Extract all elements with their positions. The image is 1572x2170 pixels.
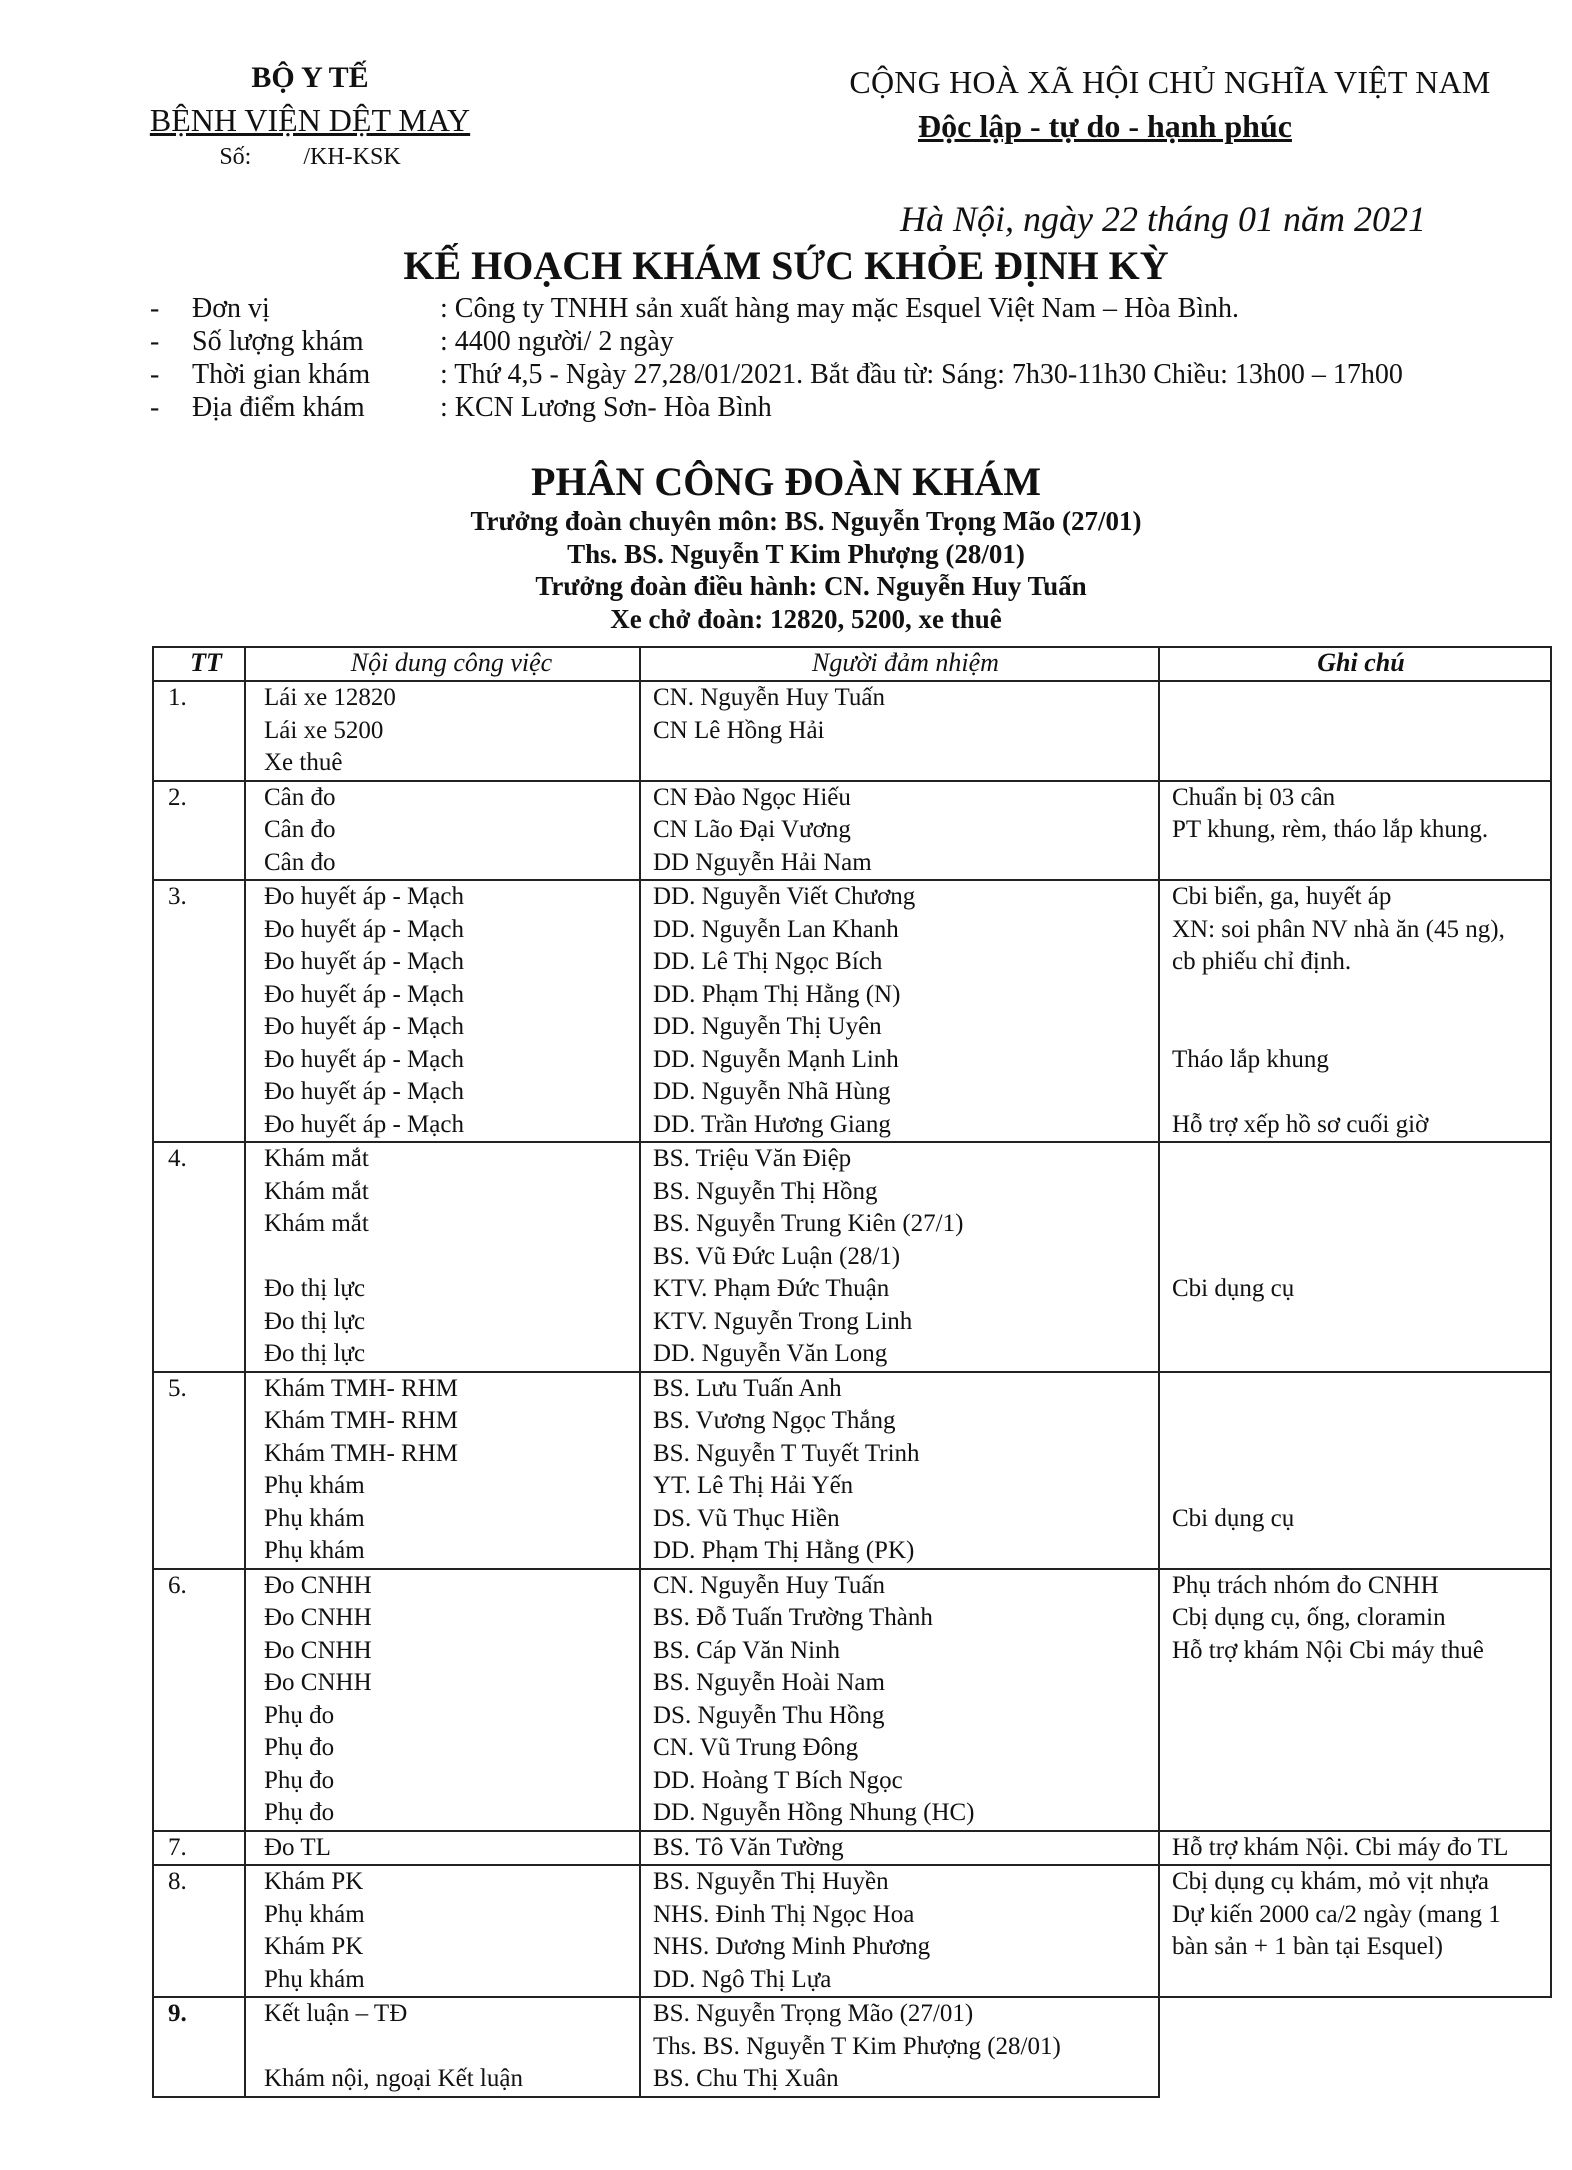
person-cell xyxy=(640,781,1159,881)
note-line: cb phiếu chỉ định. xyxy=(1172,948,1352,975)
number-label: Số: xyxy=(219,144,252,170)
task-line: Lái xe 12820 xyxy=(264,684,396,711)
task-line: Đo huyết áp - Mạch xyxy=(264,1110,464,1138)
person-line: BS. Nguyễn Trọng Mão (27/01) xyxy=(653,2000,974,2027)
professional-leader-day2: Ths. BS. Nguyễn T Kim Phượng (28/01) xyxy=(567,538,1025,569)
note-line xyxy=(1172,1438,1550,1471)
operations-leader: Trưởng đoàn điều hành: CN. Nguyễn Huy Tuấn xyxy=(535,571,1087,601)
task-line: Khám TMH- RHM xyxy=(264,1374,458,1402)
note-line xyxy=(1172,2063,1551,2096)
person-line: DD. Nguyễn Lan Khanh xyxy=(653,915,899,943)
national-header xyxy=(820,60,1520,148)
person-line: CN. Vũ Trung Đông xyxy=(653,1734,859,1761)
note-line xyxy=(1172,979,1550,1012)
person-line: DD. Nguyễn Văn Long xyxy=(653,1340,888,1367)
person-line: CN Lê Hồng Hải xyxy=(653,716,825,744)
task-line: Đo CNHH xyxy=(264,1571,372,1599)
note-line xyxy=(1172,715,1550,748)
task-cell xyxy=(245,681,640,781)
table-row xyxy=(153,1142,1551,1372)
ministry-name: BỘ Y TẾ xyxy=(251,61,369,94)
person-cell xyxy=(640,1997,1159,2097)
task-line: Phụ đo xyxy=(264,1734,335,1761)
task-line: Đo huyết áp - Mạch xyxy=(264,1013,464,1040)
person-line: BS. Chu Thị Xuân xyxy=(653,2065,839,2092)
task-line: Khám PK xyxy=(264,1933,364,1960)
row-number: 4. xyxy=(168,1145,187,1172)
person-line: DD. Phạm Thị Hằng (PK) xyxy=(653,1537,915,1564)
header-tt: TT xyxy=(153,647,245,681)
person-cell xyxy=(640,1372,1159,1569)
task-line xyxy=(264,1241,639,1274)
person-cell xyxy=(640,681,1159,781)
table-row xyxy=(153,1831,1551,1866)
person-line: DD. Lê Thị Ngọc Bích xyxy=(653,948,883,975)
task-line: Đo huyết áp - Mạch xyxy=(264,1045,464,1073)
person-line: DS. Vũ Thục Hiền xyxy=(653,1504,840,1532)
row-number-cell xyxy=(153,1372,245,1569)
header-note: Ghi chú xyxy=(1159,647,1551,681)
note-line: Cbi biển, ga, huyết áp xyxy=(1172,883,1392,910)
note-line: PT khung, rèm, tháo lắp khung. xyxy=(1172,816,1489,843)
task-line: Đo CNHH xyxy=(264,1604,372,1631)
info-value: : Công ty TNHH sản xuất hàng may mặc Esquel Việt Nam – Hòa Bình. xyxy=(440,293,1240,324)
note-line xyxy=(1172,1011,1550,1044)
document-title: KẾ HOẠCH KHÁM SỨC KHỎE ĐỊNH KỲ xyxy=(403,243,1169,288)
note-line: Hỗ trợ khám Nội Cbi máy thuê xyxy=(1172,1636,1484,1664)
task-line: Xe thuê xyxy=(264,749,343,776)
person-line: DD. Nguyễn Nhã Hùng xyxy=(653,1078,891,1105)
assignment-table xyxy=(152,646,1552,2098)
task-line: Khám TMH- RHM xyxy=(264,1407,458,1434)
note-line xyxy=(1172,1765,1550,1798)
task-line: Đo TL xyxy=(264,1833,331,1861)
task-cell xyxy=(245,781,640,881)
note-line xyxy=(1172,1405,1550,1438)
table-row xyxy=(153,781,1551,881)
row-number-cell xyxy=(153,681,245,781)
note-line xyxy=(1172,1667,1550,1700)
row-number: 5. xyxy=(168,1374,187,1402)
person-line: DD. Nguyễn Thị Uyên xyxy=(653,1013,882,1040)
person-line: BS. Tô Văn Tường xyxy=(653,1833,844,1861)
person-line: BS. Nguyễn Trung Kiên (27/1) xyxy=(653,1210,964,1237)
task-line: Đo huyết áp - Mạch xyxy=(264,915,464,943)
table-row xyxy=(153,1569,1551,1831)
task-line xyxy=(264,2031,639,2064)
note-line: Hỗ trợ khám Nội. Cbi máy đo TL xyxy=(1172,1833,1509,1861)
person-line: YT. Lê Thị Hải Yến xyxy=(653,1472,854,1499)
note-line: Phụ trách nhóm đo CNHH xyxy=(1172,1571,1439,1599)
note-line xyxy=(1172,2031,1551,2064)
task-line: Phụ khám xyxy=(264,1537,365,1564)
person-line: Ths. BS. Nguyễn T Kim Phượng (28/01) xyxy=(653,2032,1061,2060)
task-line: Đo huyết áp - Mạch xyxy=(264,948,464,975)
person-line: DD. Nguyễn Viết Chương xyxy=(653,883,916,910)
header-person: Người đảm nhiệm xyxy=(640,647,1159,681)
note-cell xyxy=(1159,1865,1551,1997)
note-line xyxy=(1172,682,1550,715)
task-line: Khám nội, ngoại Kết luận xyxy=(264,2065,523,2092)
row-number-cell xyxy=(153,1569,245,1831)
person-line: DD. Trần Hương Giang xyxy=(653,1110,891,1138)
person-cell xyxy=(640,880,1159,1142)
note-line: Chuẩn bị 03 cân xyxy=(1172,783,1336,811)
person-line: BS. Nguyễn T Tuyết Trinh xyxy=(653,1439,920,1467)
task-line: Phụ khám xyxy=(264,1504,365,1532)
row-number-cell xyxy=(153,1997,245,2097)
note-cell xyxy=(1159,681,1551,781)
task-line: Khám PK xyxy=(264,1868,364,1895)
task-line: Khám mắt xyxy=(264,1177,369,1205)
table-row xyxy=(153,1372,1551,1569)
table-row xyxy=(153,681,1551,781)
note-line: bàn sản + 1 bàn tại Esquel) xyxy=(1172,1933,1443,1960)
task-line: Khám mắt xyxy=(264,1145,369,1172)
info-bullet: - xyxy=(150,392,160,423)
row-number-cell xyxy=(153,1865,245,1997)
info-row xyxy=(150,325,1403,358)
person-line: BS. Vũ Đức Luận (28/1) xyxy=(653,1242,901,1270)
row-number: 7. xyxy=(168,1833,187,1861)
person-line: NHS. Đinh Thị Ngọc Hoa xyxy=(653,1900,915,1928)
person-line: DS. Nguyễn Thu Hồng xyxy=(653,1701,885,1729)
person-cell xyxy=(640,1831,1159,1866)
note-line xyxy=(1172,1176,1550,1209)
note-line: Cbị dụng cụ khám, mỏ vịt nhựa xyxy=(1172,1868,1489,1895)
note-line xyxy=(1172,1143,1550,1176)
row-number: 8. xyxy=(168,1868,187,1895)
info-value: : 4400 người/ 2 ngày xyxy=(440,326,674,357)
task-cell xyxy=(245,1569,640,1831)
note-line: XN: soi phân NV nhà ăn (45 ng), xyxy=(1172,915,1505,943)
note-line: Dự kiến 2000 ca/2 ngày (mang 1 xyxy=(1172,1900,1501,1928)
national-motto: Độc lập - tự do - hạnh phúc xyxy=(918,108,1292,144)
person-line: DD Nguyễn Hải Nam xyxy=(653,848,872,876)
person-line: BS. Nguyễn Thị Hồng xyxy=(653,1177,878,1205)
table-header-row xyxy=(153,647,1551,681)
row-number: 2. xyxy=(168,783,187,811)
note-cell xyxy=(1159,1997,1551,2097)
note-line xyxy=(1172,1241,1550,1274)
person-line: BS. Lưu Tuấn Anh xyxy=(653,1374,842,1402)
team-leaders xyxy=(0,505,1572,635)
person-line: BS. Nguyễn Thị Huyền xyxy=(653,1868,889,1895)
info-label: Thời gian khám xyxy=(192,359,371,390)
task-line: Đo huyết áp - Mạch xyxy=(264,1078,464,1105)
person-line: DD. Hoàng T Bích Ngọc xyxy=(653,1766,903,1794)
hospital-name: BỆNH VIỆN DỆT MAY xyxy=(149,102,471,138)
team-vehicles: Xe chở đoàn: 12820, 5200, xe thuê xyxy=(610,603,1002,634)
task-line: Đo huyết áp - Mạch xyxy=(264,883,464,910)
person-line: BS. Cáp Văn Ninh xyxy=(653,1636,841,1664)
note-line: Hỗ trợ xếp hồ sơ cuối giờ xyxy=(1172,1110,1429,1138)
table-row xyxy=(153,1997,1551,2097)
person-line: KTV. Nguyễn Trong Linh xyxy=(653,1307,913,1335)
task-cell xyxy=(245,1142,640,1372)
person-line: CN. Nguyễn Huy Tuấn xyxy=(653,684,885,711)
task-line: Đo CNHH xyxy=(264,1669,372,1696)
task-line: Lái xe 5200 xyxy=(264,716,384,744)
note-cell xyxy=(1159,1569,1551,1831)
note-cell xyxy=(1159,1142,1551,1372)
note-line xyxy=(1172,1208,1550,1241)
task-line: Phụ khám xyxy=(264,1900,365,1928)
task-cell xyxy=(245,880,640,1142)
person-line: BS. Triệu Văn Điệp xyxy=(653,1145,852,1172)
person-line: NHS. Dương Minh Phương xyxy=(653,1933,931,1960)
country-name: CỘNG HOÀ XÃ HỘI CHỦ NGHĨA VIỆT NAM xyxy=(849,64,1491,100)
note-line: Cbi dụng cụ xyxy=(1172,1504,1295,1532)
note-line xyxy=(1172,1306,1550,1339)
task-line: Khám TMH- RHM xyxy=(264,1439,458,1467)
professional-leader: Trưởng đoàn chuyên môn: BS. Nguyễn Trọng Mão (27/01) xyxy=(470,506,1142,536)
number-code: /KH-KSK xyxy=(303,144,401,170)
row-number: 6. xyxy=(168,1571,187,1599)
task-cell xyxy=(245,1997,640,2097)
person-line xyxy=(653,747,1158,780)
info-bullet: - xyxy=(150,326,160,357)
person-cell xyxy=(640,1569,1159,1831)
section-title: PHÂN CÔNG ĐOÀN KHÁM xyxy=(531,459,1041,504)
task-line: Cân đo xyxy=(264,783,336,811)
person-line: BS. Đỗ Tuấn Trường Thành xyxy=(653,1604,933,1631)
person-line: CN. Nguyễn Huy Tuấn xyxy=(653,1571,885,1599)
note-cell xyxy=(1159,781,1551,881)
person-line: DD. Nguyễn Mạnh Linh xyxy=(653,1045,899,1073)
note-line xyxy=(1172,1076,1550,1109)
document-date: Hà Nội, ngày 22 tháng 01 năm 2021 xyxy=(900,199,1426,239)
info-label: Số lượng khám xyxy=(192,326,364,357)
table-row xyxy=(153,1865,1551,1997)
row-number-cell xyxy=(153,1142,245,1372)
task-line: Khám mắt xyxy=(264,1210,369,1237)
note-line: Cbi dụng cụ xyxy=(1172,1275,1295,1302)
note-line xyxy=(1172,747,1550,780)
note-line xyxy=(1172,1535,1550,1568)
task-line: Đo thị lực xyxy=(264,1275,366,1302)
task-line: Phụ đo xyxy=(264,1766,335,1794)
info-value: : KCN Lương Sơn- Hòa Bình xyxy=(440,392,772,423)
person-line: BS. Vương Ngọc Thắng xyxy=(653,1407,896,1434)
row-number: 9. xyxy=(168,2000,187,2027)
task-line: Phụ khám xyxy=(264,1965,365,1993)
table-row xyxy=(153,880,1551,1142)
info-label: Đơn vị xyxy=(192,293,270,324)
note-line xyxy=(1172,847,1550,880)
person-line: KTV. Phạm Đức Thuận xyxy=(653,1275,890,1302)
task-line: Phụ khám xyxy=(264,1472,365,1499)
note-line xyxy=(1172,1470,1550,1503)
note-cell xyxy=(1159,1372,1551,1569)
info-label: Địa điểm khám xyxy=(192,392,365,423)
note-line xyxy=(1172,1338,1550,1371)
person-line: DD. Nguyễn Hồng Nhung (HC) xyxy=(653,1799,975,1826)
task-line: Cân đo xyxy=(264,848,336,876)
task-line: Đo CNHH xyxy=(264,1636,372,1664)
info-row xyxy=(150,391,1403,424)
note-line: Cbị dụng cụ, ống, cloramin xyxy=(1172,1604,1446,1631)
person-line: BS. Nguyễn Hoài Nam xyxy=(653,1669,885,1696)
note-line xyxy=(1172,1998,1551,2031)
note-cell xyxy=(1159,880,1551,1142)
row-number: 1. xyxy=(168,684,187,711)
header-task: Nội dung công việc xyxy=(245,647,640,681)
info-bullet: - xyxy=(150,293,160,324)
person-line: DD. Ngô Thị Lựa xyxy=(653,1965,832,1993)
task-line: Đo thị lực xyxy=(264,1307,366,1335)
note-line xyxy=(1172,1373,1550,1406)
task-line: Cân đo xyxy=(264,816,336,843)
info-row xyxy=(150,358,1403,391)
row-number-cell xyxy=(153,880,245,1142)
person-cell xyxy=(640,1142,1159,1372)
row-number: 3. xyxy=(168,883,187,910)
task-line: Phụ đo xyxy=(264,1701,335,1729)
person-cell xyxy=(640,1865,1159,1997)
row-number-cell xyxy=(153,1831,245,1866)
task-line: Đo huyết áp - Mạch xyxy=(264,980,464,1008)
note-cell xyxy=(1159,1831,1551,1866)
task-cell xyxy=(245,1831,640,1866)
note-line xyxy=(1172,1964,1550,1997)
info-row xyxy=(150,292,1403,325)
person-line: CN Đào Ngọc Hiếu xyxy=(653,783,851,811)
task-line: Phụ đo xyxy=(264,1799,335,1826)
info-bullet: - xyxy=(150,359,160,390)
info-value: : Thứ 4,5 - Ngày 27,28/01/2021. Bắt đầu từ: Sáng: 7h30-11h30 Chiều: 13h00 – 17h00 xyxy=(440,359,1403,390)
person-line: DD. Phạm Thị Hằng (N) xyxy=(653,980,901,1008)
person-line: CN Lão Đại Vương xyxy=(653,816,851,843)
task-cell xyxy=(245,1865,640,1997)
note-line xyxy=(1172,1797,1550,1830)
task-cell xyxy=(245,1372,640,1569)
task-line: Kết luận – TĐ xyxy=(264,2000,408,2027)
issuer-block xyxy=(130,58,490,172)
note-line xyxy=(1172,1732,1550,1765)
row-number-cell xyxy=(153,781,245,881)
task-line: Đo thị lực xyxy=(264,1340,366,1367)
note-line: Tháo lắp khung xyxy=(1172,1045,1329,1073)
document-number xyxy=(130,142,490,172)
note-line xyxy=(1172,1700,1550,1733)
plan-info-list xyxy=(150,292,1403,424)
